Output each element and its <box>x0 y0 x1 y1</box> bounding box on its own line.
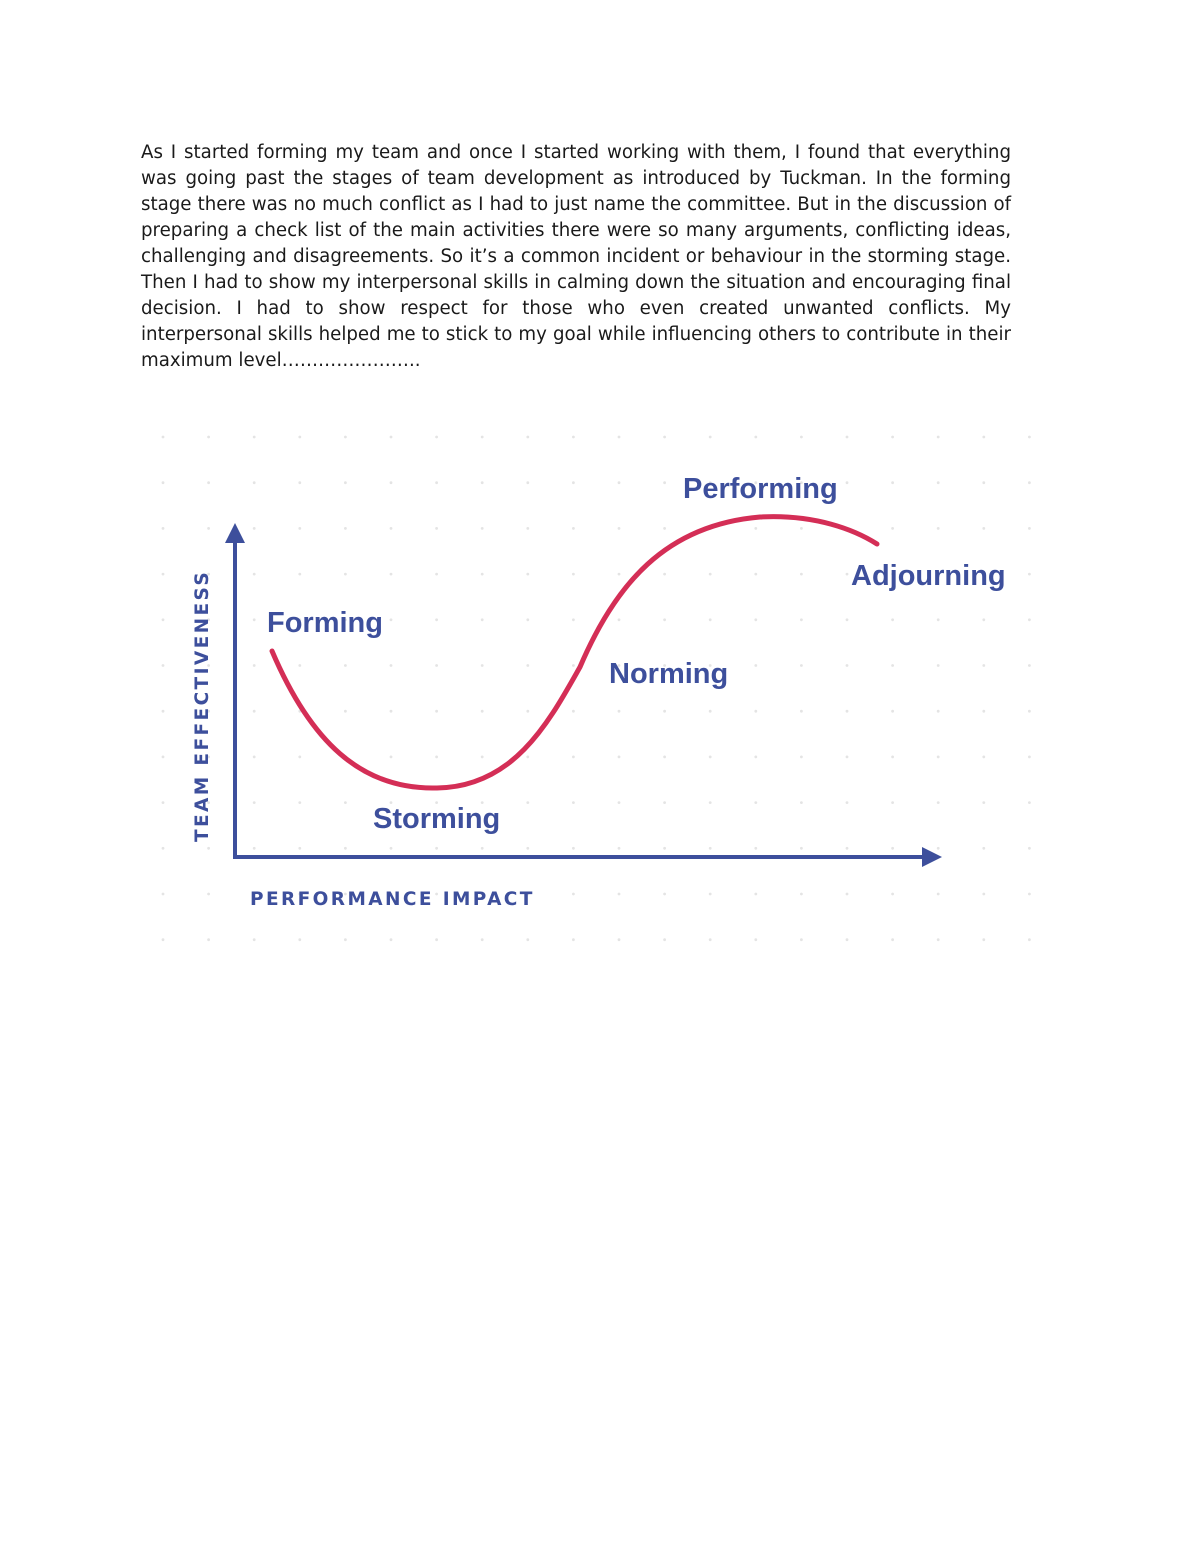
grid-dot <box>298 756 301 759</box>
grid-dot <box>298 481 301 484</box>
grid-dot <box>846 436 849 439</box>
grid-dot <box>800 893 803 896</box>
grid-dot <box>481 618 484 621</box>
grid-dot <box>1028 847 1031 850</box>
grid-dot <box>663 573 666 576</box>
grid-dot <box>846 573 849 576</box>
grid-dot <box>253 573 256 576</box>
grid-dot <box>390 710 393 713</box>
grid-dot <box>435 756 438 759</box>
grid-dot <box>663 527 666 530</box>
grid-dot <box>709 938 712 941</box>
grid-dot <box>937 481 940 484</box>
grid-dot <box>800 710 803 713</box>
x-axis-arrowhead <box>922 847 942 867</box>
grid-dot <box>982 756 985 759</box>
grid-dot <box>663 436 666 439</box>
grid-dot <box>709 573 712 576</box>
grid-dot <box>754 893 757 896</box>
grid-dot <box>481 436 484 439</box>
grid-dot <box>344 436 347 439</box>
grid-dot <box>891 847 894 850</box>
grid-dot <box>891 618 894 621</box>
grid-dot <box>937 436 940 439</box>
grid-dot <box>754 938 757 941</box>
grid-dot <box>891 664 894 667</box>
grid-dot <box>937 801 940 804</box>
grid-dot <box>937 710 940 713</box>
grid-dot <box>937 893 940 896</box>
grid-dot <box>526 481 529 484</box>
grid-dot <box>344 527 347 530</box>
grid-dot <box>937 664 940 667</box>
grid-dot <box>572 481 575 484</box>
grid-dot <box>162 710 165 713</box>
grid-dot <box>618 618 621 621</box>
grid-dot <box>207 893 210 896</box>
grid-dot <box>846 481 849 484</box>
grid-dot <box>253 436 256 439</box>
grid-dot <box>982 481 985 484</box>
grid-dot <box>846 938 849 941</box>
grid-dot <box>572 618 575 621</box>
grid-dot <box>572 710 575 713</box>
grid-dot <box>253 664 256 667</box>
y-axis-label: TEAM EFFECTIVENESS <box>192 569 213 842</box>
grid-dot <box>846 893 849 896</box>
grid-dot <box>618 756 621 759</box>
grid-dot <box>162 481 165 484</box>
team-development-curve <box>272 517 877 788</box>
grid-dot <box>526 938 529 941</box>
grid-dot <box>526 436 529 439</box>
grid-dot <box>207 527 210 530</box>
grid-dot <box>481 664 484 667</box>
grid-dot <box>435 664 438 667</box>
grid-dot <box>162 893 165 896</box>
grid-dot <box>891 481 894 484</box>
grid-dot <box>618 710 621 713</box>
grid-dot <box>891 756 894 759</box>
grid-dot <box>162 527 165 530</box>
grid-dot <box>663 893 666 896</box>
grid-dot <box>253 481 256 484</box>
grid-dot <box>481 710 484 713</box>
grid-dot <box>572 664 575 667</box>
grid-dot <box>162 801 165 804</box>
grid-dot <box>709 436 712 439</box>
grid-dot <box>481 847 484 850</box>
grid-dot <box>572 756 575 759</box>
grid-dot <box>572 893 575 896</box>
grid-dot <box>162 618 165 621</box>
grid-dot <box>253 847 256 850</box>
grid-dot <box>800 618 803 621</box>
grid-dot <box>754 527 757 530</box>
grid-dot <box>526 801 529 804</box>
grid-dot <box>298 573 301 576</box>
grid-dot <box>618 436 621 439</box>
grid-dot <box>846 756 849 759</box>
grid-dot <box>846 618 849 621</box>
grid-dot <box>390 756 393 759</box>
grid-dot <box>754 573 757 576</box>
grid-dot <box>982 938 985 941</box>
grid-dot <box>344 481 347 484</box>
grid-dot <box>754 756 757 759</box>
grid-dot <box>526 756 529 759</box>
grid-dot <box>435 436 438 439</box>
grid-dot <box>207 436 210 439</box>
grid-dot <box>390 573 393 576</box>
grid-dot <box>162 847 165 850</box>
grid-dot <box>982 527 985 530</box>
grid-dot <box>800 847 803 850</box>
grid-dot <box>207 847 210 850</box>
grid-dot <box>846 847 849 850</box>
grid-dot <box>937 756 940 759</box>
grid-dot <box>207 481 210 484</box>
grid-dot <box>344 847 347 850</box>
grid-dot <box>1028 573 1031 576</box>
grid-dot <box>435 847 438 850</box>
grid-dot <box>526 664 529 667</box>
grid-dot <box>1028 938 1031 941</box>
grid-dot <box>663 481 666 484</box>
grid-dot <box>618 938 621 941</box>
grid-dot <box>800 573 803 576</box>
grid-dot <box>891 436 894 439</box>
grid-dot <box>709 801 712 804</box>
grid-dot <box>162 573 165 576</box>
grid-dot <box>1028 527 1031 530</box>
grid-dot <box>800 938 803 941</box>
stage-label-adjourning: Adjourning <box>851 560 1006 592</box>
grid-dot <box>618 527 621 530</box>
grid-dot <box>618 893 621 896</box>
grid-dot <box>344 710 347 713</box>
grid-dot <box>435 481 438 484</box>
grid-dot <box>435 527 438 530</box>
grid-dot <box>891 801 894 804</box>
grid-dot <box>572 938 575 941</box>
grid-dot <box>390 618 393 621</box>
grid-dot <box>253 938 256 941</box>
grid-dot <box>982 801 985 804</box>
grid-dot <box>754 801 757 804</box>
grid-dot <box>481 938 484 941</box>
grid-dot <box>390 664 393 667</box>
grid-dot <box>298 801 301 804</box>
grid-dot <box>435 710 438 713</box>
grid-dot <box>937 938 940 941</box>
grid-dot <box>344 801 347 804</box>
grid-dot <box>572 801 575 804</box>
grid-dot <box>207 938 210 941</box>
grid-dot <box>800 756 803 759</box>
grid-dot <box>1028 756 1031 759</box>
grid-dot <box>1028 436 1031 439</box>
grid-dot <box>1028 710 1031 713</box>
grid-dot <box>937 527 940 530</box>
grid-dot <box>800 527 803 530</box>
grid-dot <box>298 527 301 530</box>
grid-dot <box>709 710 712 713</box>
grid-dot <box>618 573 621 576</box>
grid-dot <box>846 801 849 804</box>
grid-dot <box>618 801 621 804</box>
grid-dot <box>344 664 347 667</box>
grid-dot <box>1028 893 1031 896</box>
grid-dot <box>1028 801 1031 804</box>
grid-dot <box>709 756 712 759</box>
grid-dot <box>754 436 757 439</box>
grid-dot <box>982 618 985 621</box>
stage-label-performing: Performing <box>683 473 838 505</box>
grid-dot <box>663 847 666 850</box>
grid-dot <box>390 938 393 941</box>
grid-dot <box>390 527 393 530</box>
grid-dot <box>663 618 666 621</box>
grid-dot <box>1028 618 1031 621</box>
grid-dot <box>800 664 803 667</box>
grid-dot <box>891 527 894 530</box>
grid-dot <box>572 436 575 439</box>
grid-dot <box>526 573 529 576</box>
grid-dot <box>572 527 575 530</box>
grid-dot <box>481 481 484 484</box>
grid-dot <box>800 436 803 439</box>
grid-dot <box>572 573 575 576</box>
grid-dot <box>162 664 165 667</box>
grid-dot <box>618 481 621 484</box>
grid-dot <box>982 436 985 439</box>
grid-dot <box>572 847 575 850</box>
grid-dot <box>435 573 438 576</box>
grid-dot <box>663 710 666 713</box>
grid-dot <box>754 618 757 621</box>
grid-dot <box>891 938 894 941</box>
grid-dot <box>846 710 849 713</box>
grid-dot <box>526 527 529 530</box>
grid-dot <box>982 847 985 850</box>
grid-dot <box>344 573 347 576</box>
grid-dot <box>481 573 484 576</box>
grid-dot <box>1028 481 1031 484</box>
grid-dot <box>253 801 256 804</box>
grid-dot <box>982 664 985 667</box>
grid-dot <box>618 847 621 850</box>
grid-dot <box>526 847 529 850</box>
grid-dot <box>982 710 985 713</box>
grid-dot <box>709 618 712 621</box>
grid-dot <box>253 527 256 530</box>
grid-dot <box>937 847 940 850</box>
grid-dot <box>663 801 666 804</box>
grid-dot <box>754 847 757 850</box>
stage-label-norming: Norming <box>609 658 729 690</box>
grid-dot <box>800 801 803 804</box>
grid-dot <box>162 436 165 439</box>
grid-dot <box>253 618 256 621</box>
grid-dot <box>891 893 894 896</box>
grid-dot <box>253 756 256 759</box>
grid-dot <box>390 481 393 484</box>
grid-dot <box>846 664 849 667</box>
grid-dot <box>344 938 347 941</box>
stage-label-forming: Forming <box>267 607 383 639</box>
grid-dot <box>891 710 894 713</box>
grid-dot <box>526 710 529 713</box>
grid-dot <box>162 756 165 759</box>
grid-dot <box>982 893 985 896</box>
grid-dot <box>754 710 757 713</box>
stage-label-storming: Storming <box>373 803 501 835</box>
grid-dot <box>298 664 301 667</box>
grid-dot <box>481 527 484 530</box>
grid-dot <box>162 938 165 941</box>
grid-dot <box>481 756 484 759</box>
grid-dot <box>435 618 438 621</box>
y-axis-arrowhead <box>225 523 245 543</box>
grid-dot <box>709 847 712 850</box>
grid-dot <box>937 618 940 621</box>
grid-dot <box>390 436 393 439</box>
grid-dot <box>253 710 256 713</box>
grid-dot <box>298 847 301 850</box>
grid-dot <box>709 893 712 896</box>
grid-dot <box>1028 664 1031 667</box>
grid-dot <box>435 938 438 941</box>
body-paragraph: As I started forming my team and once I started working with them, I found that everything was going past the stages of team development as introduced by Tuckman. In the forming stage there was no much conflict as I had to just name the committee. But in the discussion of preparing a check list of the main activities there were so many arguments, conflicting ideas, challenging and disagreements. So it’s a common incident or behaviour in the storming stage. Then I had to show my interpersonal skills in calming down the situation and encouraging final decision. I had to show respect for those who even created unwanted conflicts. My interpersonal skills helped me to stick to my goal while influencing others to contribute in their maximum level………………….. <box>141 142 1011 371</box>
grid-dot <box>298 938 301 941</box>
grid-dot <box>663 938 666 941</box>
grid-dot <box>754 664 757 667</box>
grid-dot <box>663 756 666 759</box>
x-axis-label: PERFORMANCE IMPACT <box>250 889 535 910</box>
grid-dot <box>298 436 301 439</box>
grid-dot <box>526 618 529 621</box>
grid-dot <box>390 847 393 850</box>
